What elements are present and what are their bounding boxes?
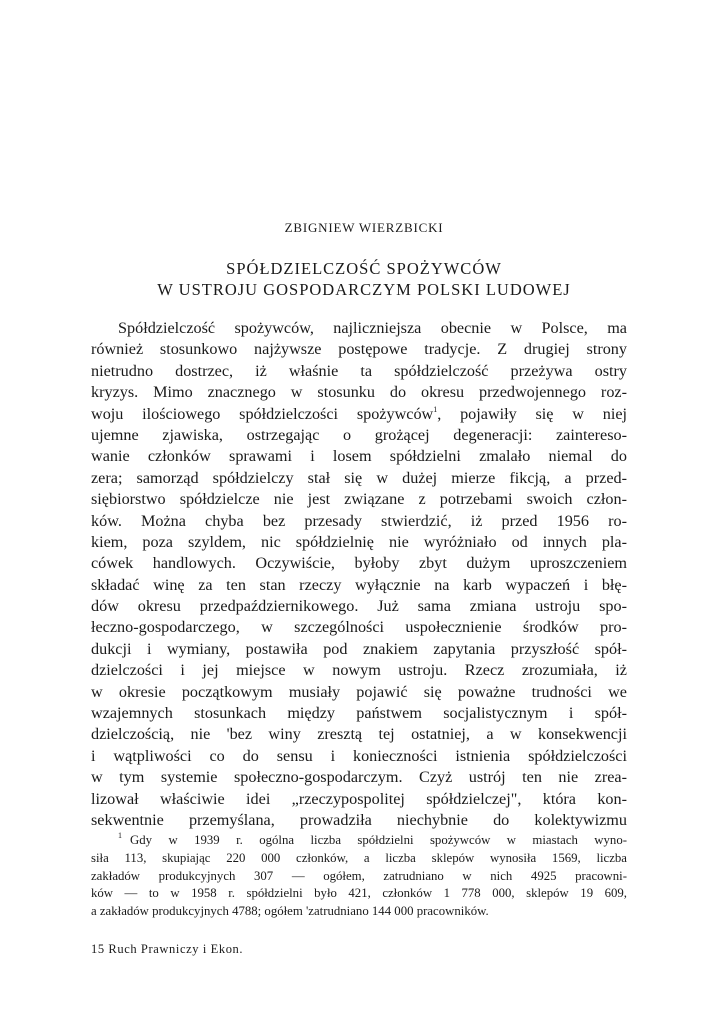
page-signature: 15 Ruch Prawniczy i Ekon. [91, 942, 244, 956]
body-line: ujemne zjawiska, ostrzegając o grożącej degeneracji: zaintereso- [91, 425, 627, 444]
footnote-line: a zakładów produkcyjnych 4788; ogółem 'zatrudniano 144 000 pracowników. [91, 904, 489, 919]
footnote-line-text: Gdy w 1939 r. ogólna liczba spółdzielni spożywców w miastach wyno- [130, 833, 627, 847]
body-line: również stosunkowo najżywsze postępowe tradycje. Z drugiej strony [91, 340, 627, 359]
body-line: nietrudno dostrzec, iż właśnie ta spółdzielczość przeżywa ostry [91, 361, 627, 380]
footnote-reference: 1 [433, 404, 438, 414]
body-line-part: , pojawiły się w niej [437, 404, 627, 423]
author-name: ZBIGNIEW WIERZBICKI [284, 220, 444, 235]
body-line: lizował właściwie idei „rzeczypospolitej spółdzielczej", która kon- [91, 789, 627, 808]
body-line: i wątpliwości co do sensu i konieczności istnienia spółdzielczości [91, 746, 627, 765]
title-line-1: SPÓŁDZIELCZOŚĆ SPOŻYWCÓW [226, 259, 502, 278]
body-line: wanie członków sprawami i losem spółdzielni zmalało niemal do [91, 447, 627, 466]
body-line: ków. Można chyba bez przesady stwierdzić, iż przed 1956 ro- [91, 511, 627, 530]
footnote [91, 832, 627, 921]
body-line: kiem, poza szyldem, nic spółdzielnię nie wyróżniało od innych pla- [91, 532, 627, 551]
body-text [91, 318, 627, 831]
body-line: dów okresu przedpaździernikowego. Już sama zmiana ustroju spo- [91, 597, 627, 616]
footnote-line: zakładów produkcyjnych 307 — ogółem, zatrudniano w nich 4925 pracowni- [91, 868, 627, 883]
footnote-line [91, 832, 627, 850]
footnote-line: ków — to w 1958 r. spółdzielni było 421, członków 1 778 000, sklepów 19 609, [91, 886, 627, 901]
body-line: dzielczością, nie 'bez winy zresztą tej ostatniej, a w konsekwencji [91, 725, 627, 744]
body-line: siębiorstwo spółdzielcze nie jest związane z potrzebami swoich człon- [91, 490, 627, 509]
body-line-part: woju ilościowego spółdzielczości spożywców [91, 404, 434, 423]
body-line: dzielczości i jej miejsce w nowym ustroju. Rzecz zrozumiała, iż [91, 661, 627, 680]
title-line-2: W USTROJU GOSPODARCZYM POLSKI LUDOWEJ [157, 280, 571, 299]
body-line: Spółdzielczość spożywców, najliczniejsza obecnie w Polsce, ma [118, 319, 627, 337]
body-line: w tym systemie społeczno-gospodarczym. Czyż ustrój ten nie zrea- [91, 768, 627, 787]
footnote-line: siła 113, skupiając 220 000 członków, a liczba sklepów wynosiła 1569, liczba [91, 850, 627, 865]
body-line: cówek handlowych. Oczywiście, byłoby zbyt dużym uproszczeniem [91, 554, 627, 573]
body-line: w okresie początkowym musiały pojawić się poważne trudności we [91, 682, 627, 701]
body-line: wzajemnych stosunkach między państwem socjalistycznym i spół- [91, 704, 627, 723]
body-line-with-footnote [91, 404, 627, 425]
body-line: zera; samorząd spółdzielczy stał się w dużej mierze fikcją, a przed- [91, 468, 627, 487]
body-line: łeczno-gospodarczego, w szczególności uspołecznienie środków pro- [91, 618, 627, 637]
article-title [0, 258, 728, 300]
body-line: kryzys. Mimo znacznego w stosunku do okresu przedwojennego roz- [91, 383, 627, 402]
body-line: dukcji i wymiany, postawiła pod znakiem zapytania przyszłość spół- [91, 639, 627, 658]
body-line: sekwentnie przemyślana, prowadziła niechybnie do kolektywizmu [91, 810, 627, 829]
footnote-marker: 1 [118, 831, 122, 840]
body-line: składać winę za ten stan rzeczy wyłącznie na karb wypaczeń i błę- [91, 575, 627, 594]
